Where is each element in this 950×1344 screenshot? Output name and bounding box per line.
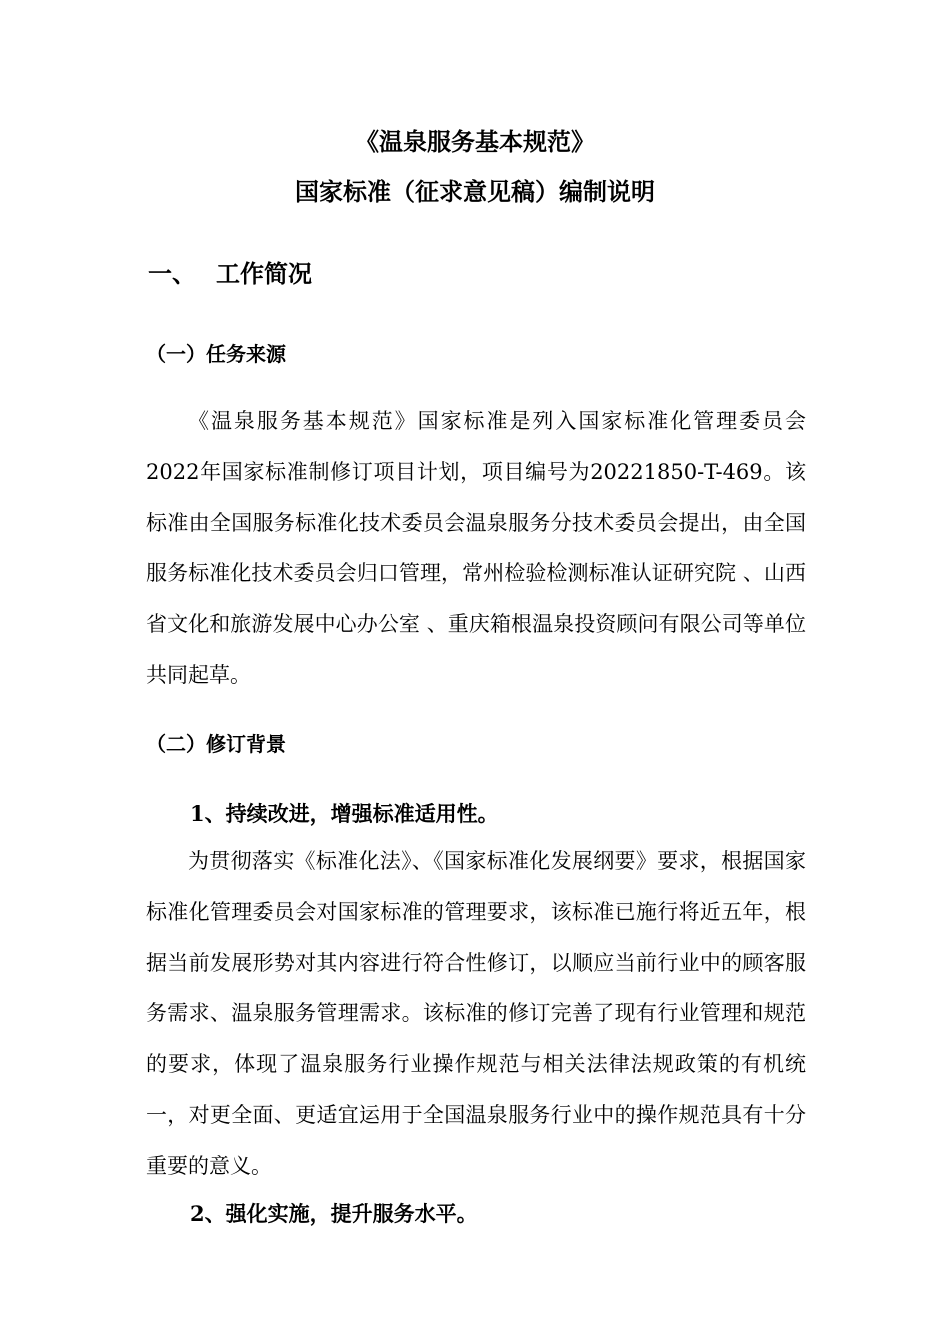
section-heading-work-overview [148, 258, 312, 290]
subsection-heading-revision-background: （二）修订背景 [146, 732, 286, 756]
point-heading-continuous-improvement: 1、持续改进，增强标准适用性。 [190, 801, 499, 826]
subsection-heading-task-source: （一）任务来源 [146, 342, 286, 366]
point-heading-strengthen-implementation: 2、强化实施，提升服务水平。 [190, 1201, 478, 1226]
section-title: 工作简况 [216, 260, 312, 288]
section-number: 一、 [148, 260, 196, 288]
continuous-improvement-paragraph: 为贯彻落实《标准化法》、《国家标准化发展纲要》要求，根据国家标准化管理委员会对国家标准的管理要求，该标准已施行将近五年，根据当前发展形势对其内容进行符合性修订，以顺应当前行业中的顾客服务需求、温泉服务管理需求。该标准的修订完善了现有行业管理和规范的要求，体现了温泉服务行业操作规范与相关法律法规政策的有机统一，对更全面、更适宜运用于全国温泉服务行业中的操作规范具有十分重要的意义。 [146, 849, 806, 1178]
document-subtitle: 国家标准（征求意见稿）编制说明 [295, 178, 655, 206]
document-title: 《温泉服务基本规范》 [355, 128, 595, 156]
task-source-paragraph: 《温泉服务基本规范》国家标准是列入国家标准化管理委员会2022年国家标准制修订项目计划，项目编号为20221850-T-469。该标准由全国服务标准化技术委员会温泉服务分技术委员会提出，由全国服务标准化技术委员会归口管理，常州检验检测标准认证研究院 、山西省文化和旅游发展中心办公室 、重庆箱根温泉投资顾问有限公司等单位共同起草。 [146, 409, 806, 687]
